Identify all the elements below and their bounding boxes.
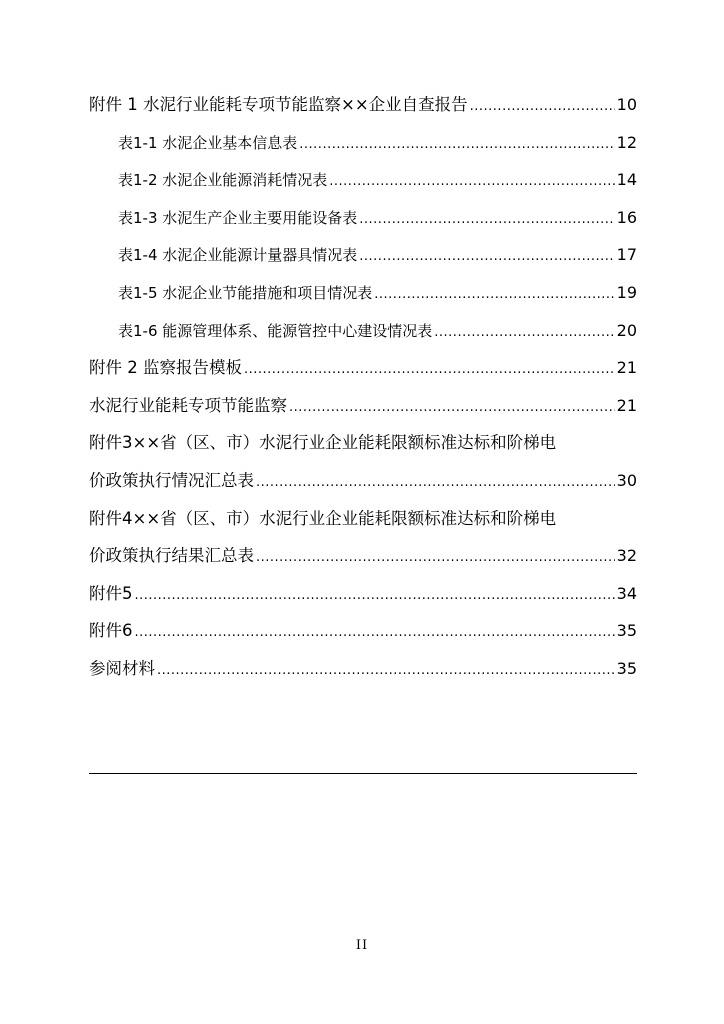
- toc-entry-table-1-4[interactable]: [89, 236, 637, 274]
- toc-entry-table-1-2[interactable]: [89, 161, 637, 199]
- toc-entry-table-1-1[interactable]: [89, 124, 637, 162]
- dot-leader: [135, 614, 615, 650]
- toc-entry-title: 水泥行业能耗专项节能监察: [89, 395, 287, 415]
- toc-entry-title: 表1-4 水泥企业能源计量器具情况表: [118, 246, 358, 265]
- toc-entry-title: 附件6: [89, 621, 133, 641]
- toc-entry-title-continued: 价政策执行情况汇总表: [89, 470, 254, 490]
- toc-entry-page: 35: [616, 621, 637, 641]
- toc-entry-supervision-report[interactable]: [89, 387, 637, 425]
- toc-entry-title: 附件 2 监察报告模板: [89, 358, 242, 378]
- toc-entry-title: 参阅材料: [89, 658, 155, 678]
- dot-leader: [434, 314, 614, 350]
- toc-entry-title: 表1-3 水泥生产企业主要用能设备表: [118, 208, 358, 227]
- toc-entry-page: 14: [616, 170, 637, 190]
- dot-leader: [470, 88, 615, 124]
- toc-entry-page: 35: [616, 658, 637, 678]
- toc-entry-title: 表1-1 水泥企业基本信息表: [118, 133, 298, 152]
- toc-entry-page: 17: [616, 245, 637, 265]
- dot-leader: [244, 351, 615, 387]
- toc-entry-appendix-1[interactable]: [89, 86, 637, 124]
- toc-entry-title: 表1-6 能源管理体系、能源管控中心建设情况表: [118, 321, 433, 340]
- dot-leader: [135, 577, 615, 613]
- dot-leader: [359, 201, 614, 237]
- toc-entry-page: 34: [616, 583, 637, 603]
- toc-entry-page: 21: [616, 358, 637, 378]
- toc-entry-page: 30: [616, 470, 637, 490]
- toc-entry-page: 32: [616, 546, 637, 566]
- toc-entry-appendix-6[interactable]: [89, 612, 637, 650]
- dot-leader: [157, 652, 615, 688]
- toc-entry-table-1-6[interactable]: [89, 312, 637, 350]
- toc-entry-title: 附件3××省（区、市）水泥行业企业能耗限额标准达标和阶梯电: [89, 433, 557, 453]
- toc-entry-title: 表1-2 水泥企业能源消耗情况表: [118, 171, 328, 190]
- dot-leader: [256, 464, 615, 500]
- dot-leader: [289, 389, 615, 425]
- dot-leader: [329, 163, 614, 199]
- dot-leader: [359, 238, 614, 274]
- footer-divider: [89, 773, 637, 774]
- toc-entry-title: 附件 1 水泥行业能耗专项节能监察××企业自查报告: [89, 95, 468, 114]
- toc-entry-reference-materials[interactable]: [89, 650, 637, 688]
- toc-entry-page: 21: [616, 395, 637, 415]
- toc-entry-appendix-2[interactable]: [89, 349, 637, 387]
- toc-entry-page: 16: [616, 207, 637, 227]
- dot-leader: [374, 276, 614, 312]
- toc-entry-appendix-3-line-2[interactable]: [89, 462, 637, 500]
- table-of-contents: [89, 86, 637, 688]
- toc-entry-page: 12: [616, 132, 637, 152]
- toc-entry-title: 附件5: [89, 583, 133, 603]
- toc-entry-appendix-5[interactable]: [89, 575, 637, 613]
- toc-entry-table-1-3[interactable]: [89, 199, 637, 237]
- toc-entry-page: 10: [616, 95, 637, 114]
- toc-entry-title: 附件4××省（区、市）水泥行业企业能耗限额标准达标和阶梯电: [89, 508, 557, 528]
- toc-entry-appendix-4-line-1[interactable]: [89, 500, 637, 538]
- toc-entry-appendix-4-line-2[interactable]: [89, 537, 637, 575]
- toc-entry-page: 19: [616, 282, 637, 302]
- toc-entry-title-continued: 价政策执行结果汇总表: [89, 546, 254, 566]
- toc-entry-appendix-3-line-1[interactable]: [89, 424, 637, 462]
- toc-entry-page: 20: [616, 320, 637, 340]
- dot-leader: [256, 539, 615, 575]
- toc-entry-title: 表1-5 水泥企业节能措施和项目情况表: [118, 283, 373, 302]
- page-number: II: [355, 938, 369, 953]
- dot-leader: [299, 126, 614, 162]
- toc-entry-table-1-5[interactable]: [89, 274, 637, 312]
